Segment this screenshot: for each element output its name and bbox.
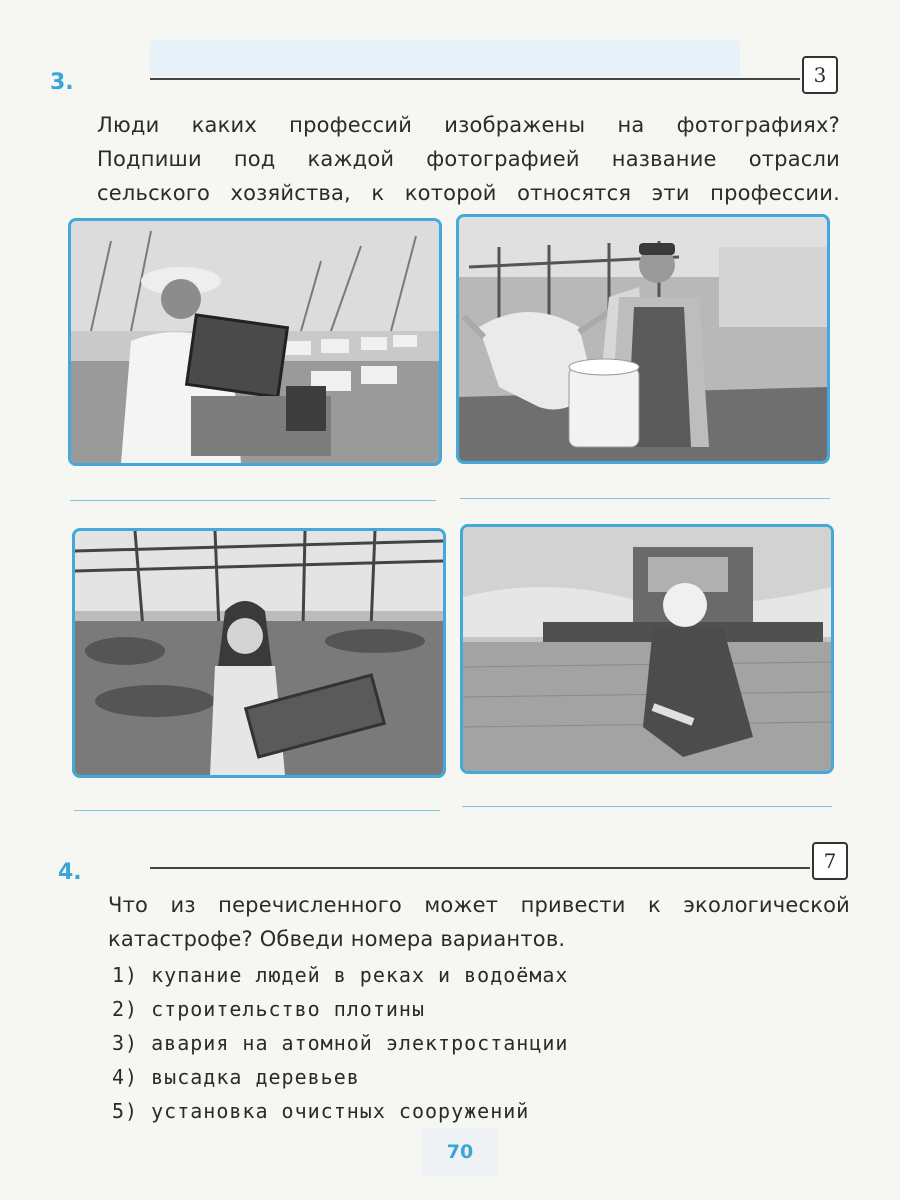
task3-line-1: Люди каких профессий изображены на фотографиях? — [97, 113, 840, 137]
option-4[interactable]: 4) высадка деревьев — [112, 1065, 360, 1089]
option-3[interactable]: 3) авария на атомной электростанции — [112, 1031, 569, 1055]
task3-line-2: Подпиши под каждой фотографией название отрасли — [97, 147, 840, 171]
answer-line-2[interactable] — [460, 498, 830, 499]
option-1[interactable]: 1) купание людей в реках и водоёмах — [112, 963, 569, 987]
dairy-farmer-photo — [456, 214, 830, 464]
beekeeper-image — [71, 221, 439, 463]
option-2[interactable]: 2) строительство плотины — [112, 997, 425, 1021]
answer-line-3[interactable] — [74, 810, 440, 811]
grain-farmer-image — [463, 527, 831, 771]
header-tint — [150, 40, 740, 76]
task4-number: 4. — [58, 860, 82, 885]
task3-score-box: 3 — [802, 56, 838, 94]
beekeeper-photo — [68, 218, 442, 466]
option-5[interactable]: 5) установка очистных сооружений — [112, 1099, 530, 1123]
task3-rule — [150, 78, 800, 80]
answer-line-4[interactable] — [462, 806, 832, 807]
task4-rule — [150, 867, 810, 869]
task4-line-2: катастрофе? Обведи номера вариантов. — [108, 927, 566, 951]
task4-options — [112, 958, 568, 1128]
task3-number: 3. — [50, 70, 74, 95]
task4-line-1: Что из перечисленного может привести к экологической — [108, 893, 850, 917]
task3-line-3: сельского хозяйства, к которой относятся эти профессии. — [97, 181, 840, 205]
greenhouse-worker-photo — [72, 528, 446, 778]
grain-farmer-photo — [460, 524, 834, 774]
task4-score-box: 7 — [812, 842, 848, 880]
page-number: 70 — [422, 1128, 498, 1176]
greenhouse-worker-image — [75, 531, 443, 775]
answer-line-1[interactable] — [70, 500, 436, 501]
dairy-farmer-image — [459, 217, 827, 461]
